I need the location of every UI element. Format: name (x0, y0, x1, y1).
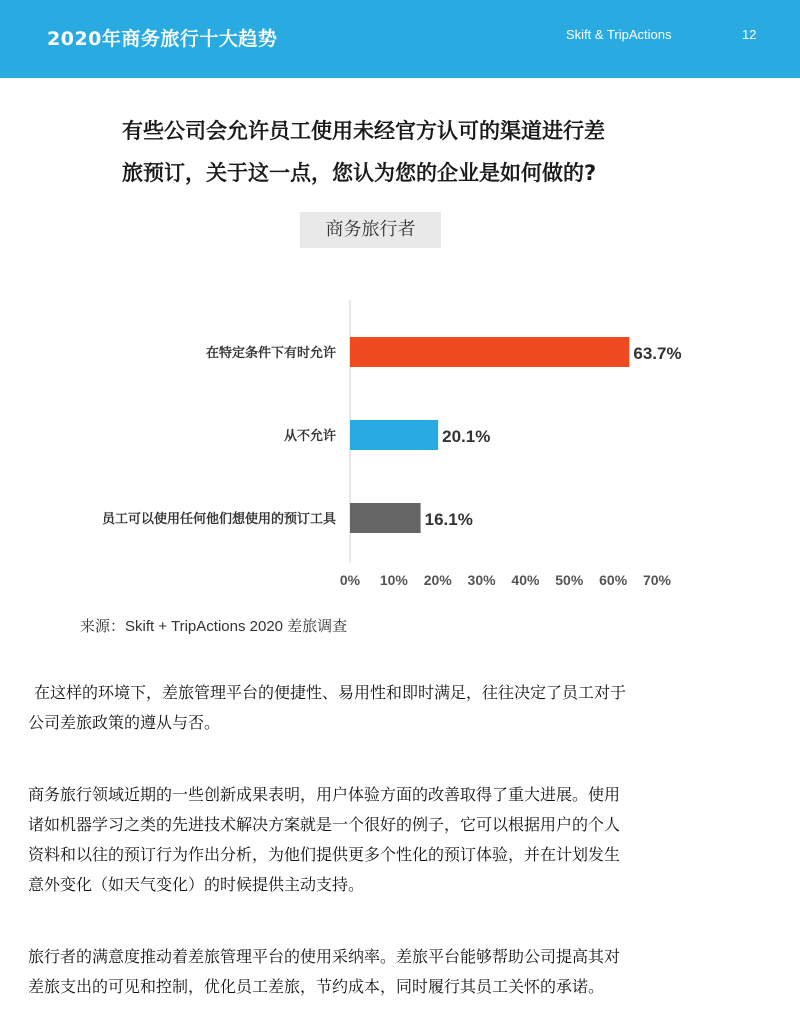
source-note: 来源：Skift + TripActions 2020 差旅调查 (80, 618, 348, 635)
x-tick-label: 30% (467, 572, 496, 588)
paragraph-3-line-1: 旅行者的满意度推动着差旅管理平台的使用采纳率。差旅平台能够帮助公司提高其对 (28, 947, 621, 966)
x-tick-label: 40% (511, 572, 540, 588)
x-tick-label: 10% (379, 572, 408, 588)
bar-3 (350, 503, 421, 533)
paragraph-1-line-2: 公司差旅政策的遵从与否。 (28, 713, 221, 732)
paragraph-1-line-1: 在这样的环境下，差旅管理平台的便捷性、易用性和即时满足，往往决定了员工对于 (34, 683, 627, 702)
category-label: 员工可以使用任何他们想使用的预订工具 (101, 512, 336, 527)
paragraph-2-line-3: 资料和以往的预订行为作出分析，为他们提供更多个性化的预订体验，并在计划发生 (28, 845, 621, 864)
report-title: 2020年商务旅行十大趋势 (47, 28, 278, 50)
bar-chart (0, 295, 800, 595)
x-tick-label: 50% (555, 572, 584, 588)
x-tick-label: 60% (599, 572, 628, 588)
bar-1 (350, 337, 629, 367)
paragraph-2 (28, 780, 778, 900)
survey-question (100, 110, 700, 194)
page-number: 12 (742, 27, 757, 42)
category-label: 在特定条件下有时允许 (205, 346, 336, 361)
paragraph-2-line-4: 意外变化（如天气变化）的时候提供主动支持。 (28, 875, 365, 894)
paragraph-2-line-1: 商务旅行领域近期的一些创新成果表明，用户体验方面的改善取得了重大进展。使用 (28, 785, 621, 804)
x-tick-label: 20% (423, 572, 452, 588)
data-label: 16.1% (424, 510, 473, 529)
page-header (0, 0, 800, 78)
paragraph-3 (28, 942, 778, 1002)
x-tick-label: 0% (339, 572, 361, 588)
question-line-1: 有些公司会允许员工使用未经官方认可的渠道进行差 (122, 119, 605, 143)
segment-tag: 商务旅行者 (300, 212, 441, 248)
header-source: Skift & TripActions (566, 27, 672, 42)
category-label: 从不允许 (283, 429, 336, 444)
paragraph-2-line-2: 诸如机器学习之类的先进技术解决方案就是一个很好的例子，它可以根据用户的个人 (28, 815, 621, 834)
paragraph-1 (28, 678, 778, 738)
x-tick-label: 70% (642, 572, 672, 588)
bar-2 (350, 420, 438, 450)
data-label: 63.7% (633, 344, 682, 363)
question-line-2: 旅预订，关于这一点，您认为您的企业是如何做的? (122, 161, 597, 185)
paragraph-3-line-2: 差旅支出的可见和控制，优化员工差旅，节约成本，同时履行其员工关怀的承诺。 (28, 977, 605, 996)
data-label: 20.1% (442, 427, 491, 446)
